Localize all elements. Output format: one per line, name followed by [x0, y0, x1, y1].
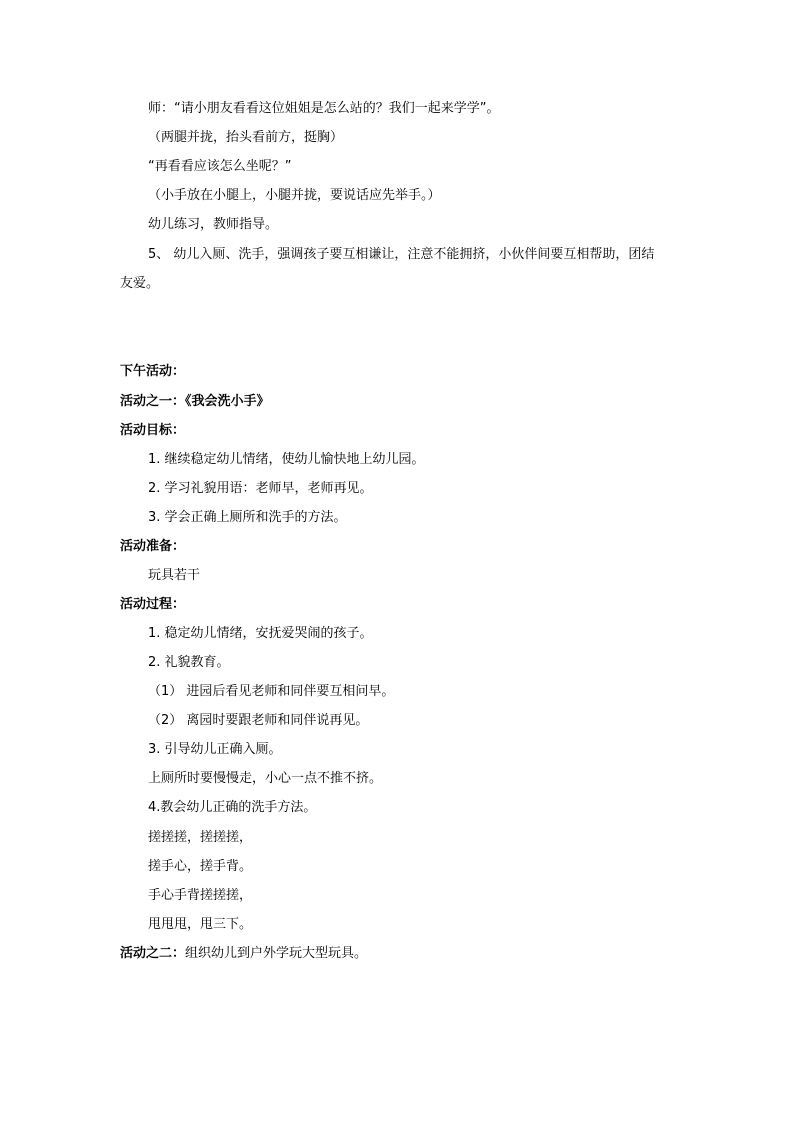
- activity2-text: 组织幼儿到户外学玩大型玩具。: [185, 946, 368, 961]
- practice-text: 幼儿练习，教师指导。: [148, 217, 279, 232]
- afternoon-heading: 下午活动：: [120, 364, 186, 379]
- rhyme-line: 搓搓搓，搓搓搓，: [148, 830, 253, 845]
- process-step: 3. 引导幼儿正确入厕。: [148, 742, 282, 757]
- teacher-quote-stand: 师：“请小朋友看看这位姐姐是怎么站的？我们一起来学学”。: [148, 101, 500, 116]
- stand-note: （两腿并拢，抬头看前方，挺胸）: [148, 130, 344, 145]
- activity2-line: [120, 944, 367, 964]
- goal-item: 1. 继续稳定幼儿情绪，使幼儿愉快地上幼儿园。: [148, 452, 425, 467]
- sit-note: （小手放在小腿上，小腿并拢，要说话应先举手。）: [148, 188, 441, 203]
- teacher-quote-sit: “再看看应该怎么坐呢？”: [148, 159, 292, 174]
- goal-item: 2. 学习礼貌用语：老师早，老师再见。: [148, 481, 373, 496]
- rhyme-line: 甩甩甩，甩三下。: [148, 917, 253, 932]
- process-substep: （2） 离园时要跟老师和同伴说再见。: [148, 713, 369, 728]
- rhyme-line: 搓手心，搓手背。: [148, 859, 253, 874]
- process-text: 上厕所时要慢慢走，小心一点不推不挤。: [148, 771, 383, 786]
- rhyme-line: 手心手背搓搓搓，: [148, 888, 253, 903]
- prep-text: 玩具若干: [148, 568, 201, 583]
- goal-item: 3. 学会正确上厕所和洗手的方法。: [148, 510, 347, 525]
- goals-heading: 活动目标：: [120, 423, 186, 438]
- toilet-paragraph-line1: 5、 幼儿入厕、洗手，强调孩子要互相谦让，注意不能拥挤，小伙伴间要互相帮助，团结: [148, 247, 655, 262]
- toilet-paragraph-line2: 友爱。: [120, 276, 160, 291]
- activity1-title: 活动之一：《我会洗小手》: [120, 394, 270, 409]
- process-step: 4.教会幼儿正确的洗手方法。: [148, 800, 317, 815]
- process-heading: 活动过程：: [120, 597, 186, 612]
- activity2-label: 活动之二：: [120, 946, 186, 961]
- process-step: 2. 礼貌教育。: [148, 655, 230, 670]
- process-substep: （1） 进园后看见老师和同伴要互相问早。: [148, 684, 395, 699]
- process-step: 1. 稳定幼儿情绪，安抚爱哭闹的孩子。: [148, 626, 373, 641]
- prep-heading: 活动准备：: [120, 539, 186, 554]
